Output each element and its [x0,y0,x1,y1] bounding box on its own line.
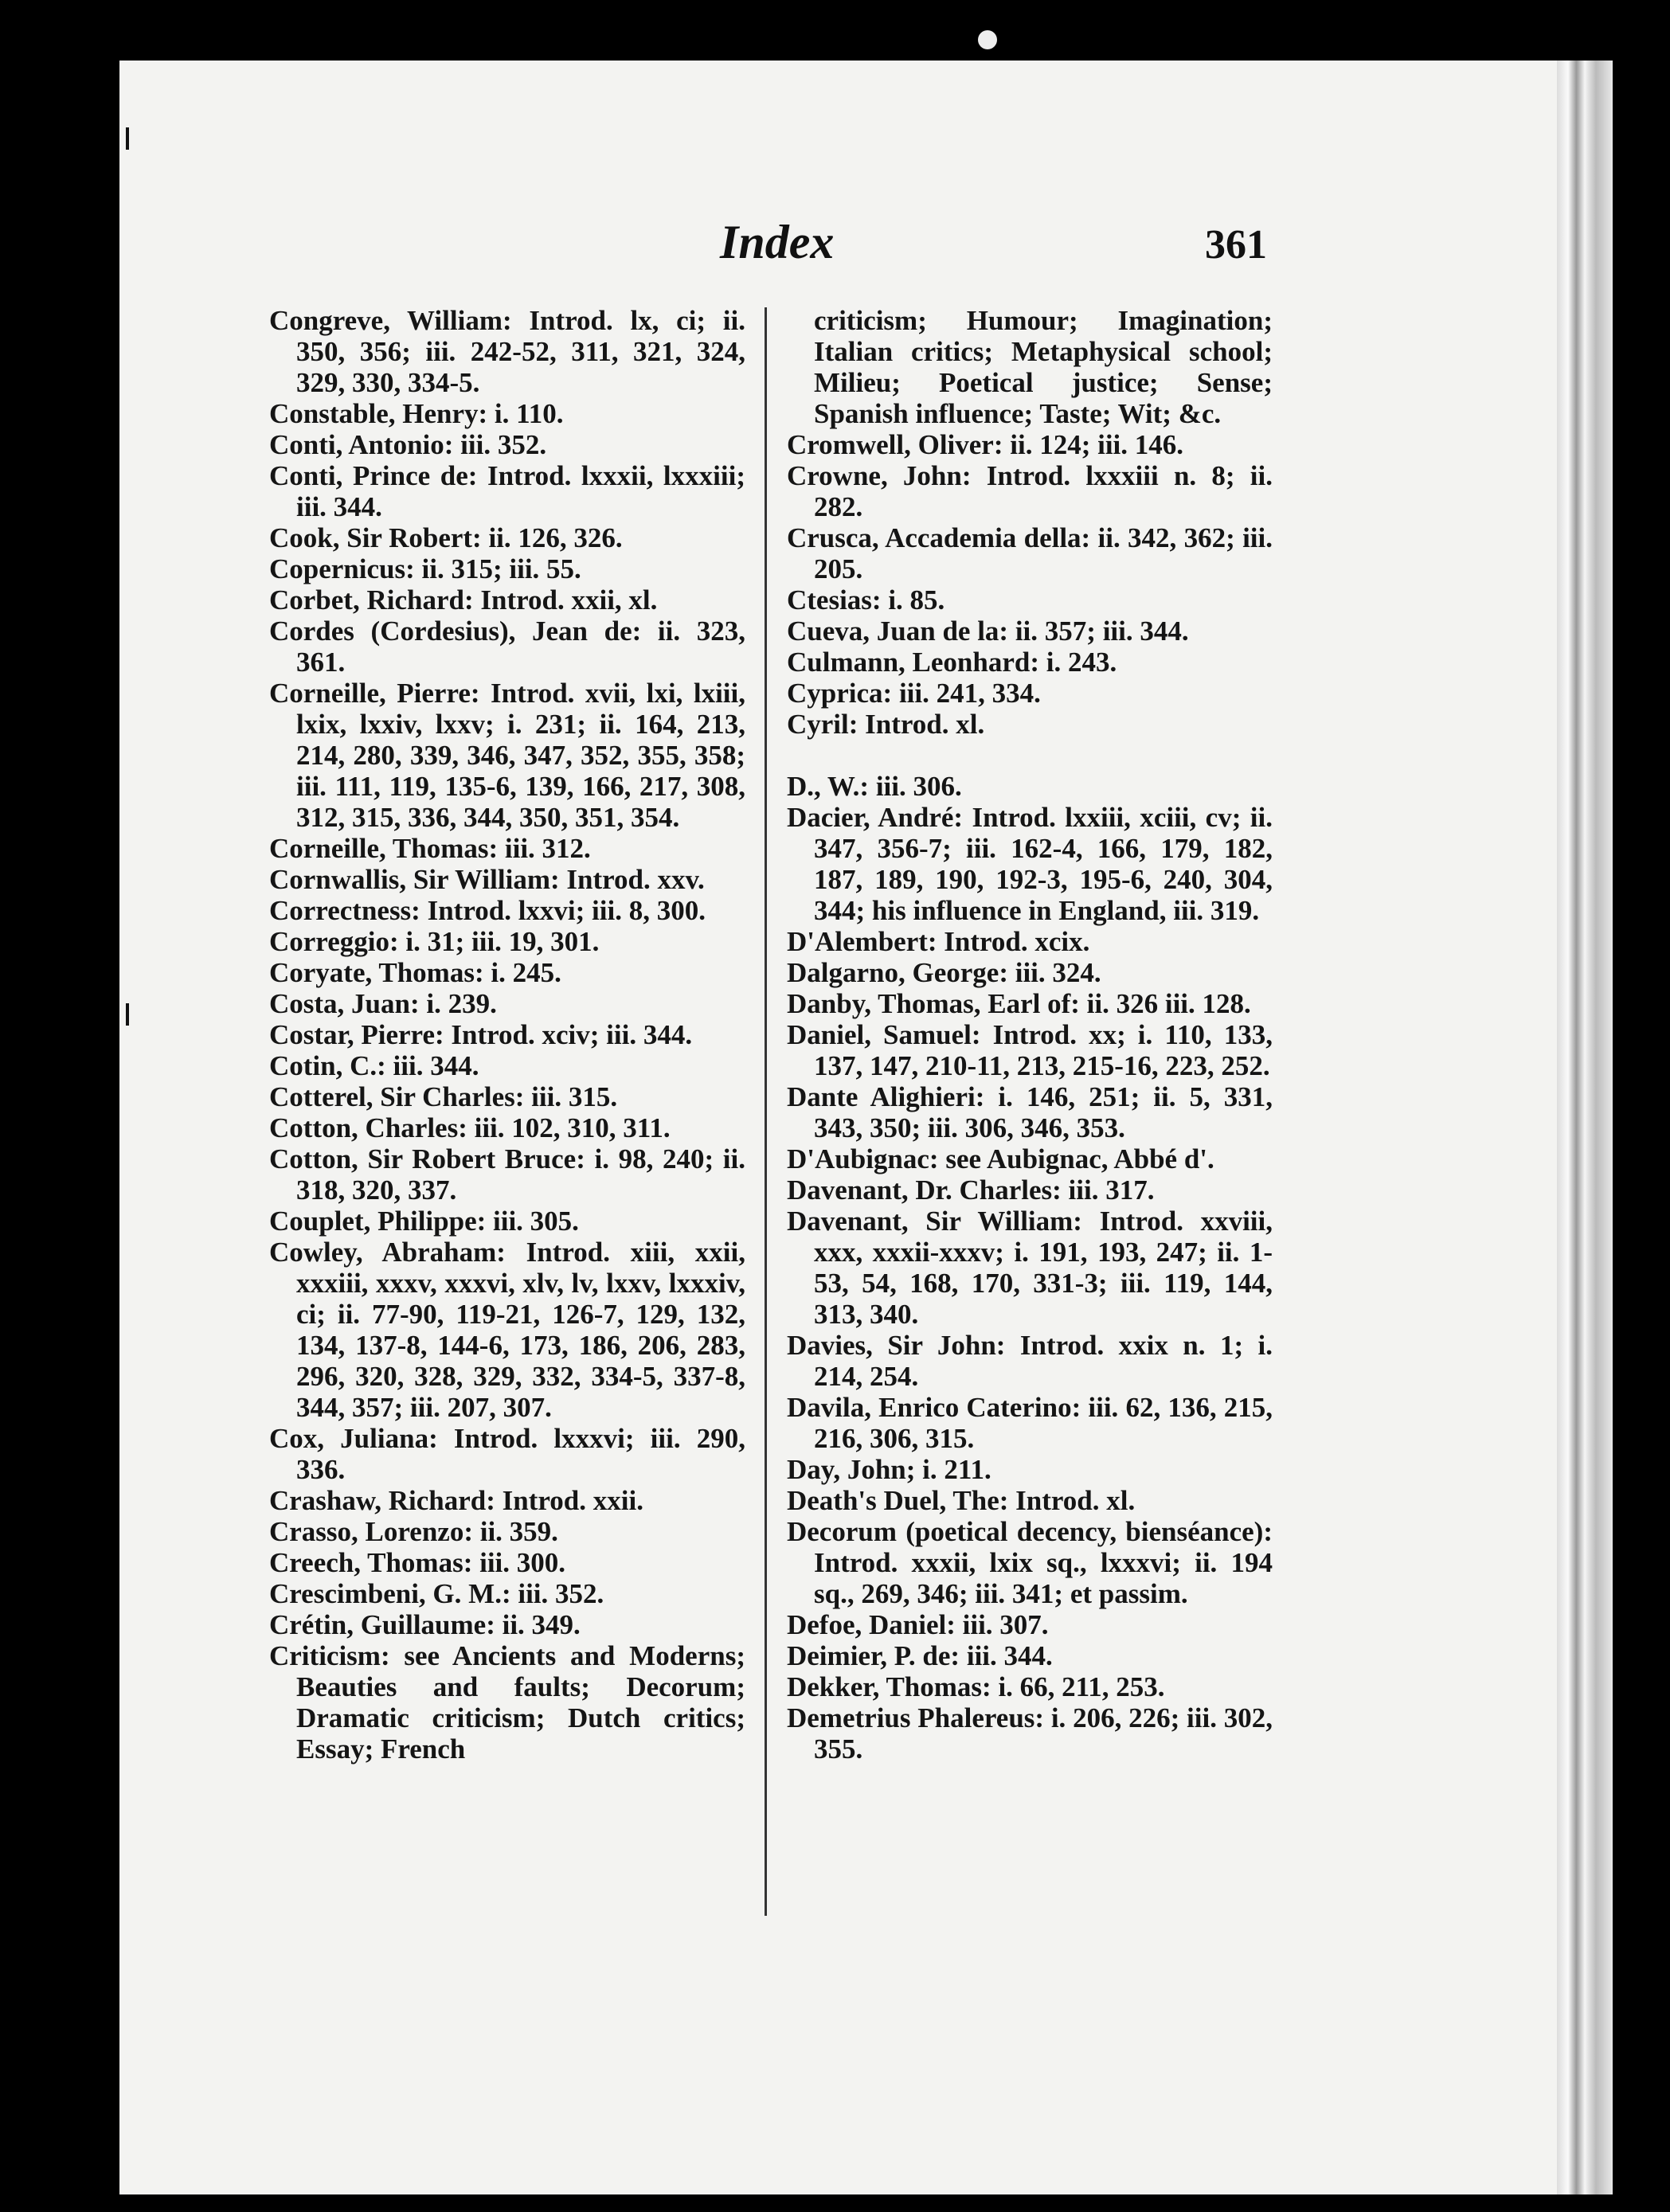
index-entry: D'Aubignac: see Aubignac, Abbé d'. [787,1143,1214,1174]
index-entry: Cook, Sir Robert: ii. 126, 326. [269,522,623,553]
index-entry: Cyprica: iii. 241, 334. [787,678,1041,709]
page-title: Index [720,216,835,268]
page-edge [1557,61,1613,2194]
index-entry: Davila, Enrico Caterino: iii. 62, 136, 215, 216, 306, 315. [787,1392,1273,1454]
index-entry: Copernicus: ii. 315; iii. 55. [269,553,581,584]
index-entry: Davenant, Dr. Charles: iii. 317. [787,1174,1155,1206]
index-entry: Constable, Henry: i. 110. [269,398,564,429]
scan-mark [126,127,129,150]
index-entry: Cowley, Abraham: Introd. xiii, xxii, xxxiii, xxxv, xxxvi, xlv, lv, lxxv, lxxxiv, ci; ii. 77-90, 119-21, 126-7, 129, 132, 134, 137-8, 144-6, 173, 186, 206, 283, 296, 320, 328, 329, 332, 334-5, 337-8, 344, 357; iii. 207, 307. [269,1237,745,1423]
index-entry: Cornwallis, Sir William: Introd. xxv. [269,864,705,895]
index-entry: Decorum (poetical decency, bienséance): Introd. xxxii, lxix sq., lxxxvi; ii. 194 sq., 269, 346; iii. 341; et passim. [787,1516,1273,1609]
index-entry: Costar, Pierre: Introd. xciv; iii. 344. [269,1019,693,1050]
index-entry: Danby, Thomas, Earl of: ii. 326 iii. 128. [787,988,1251,1019]
index-entry: Crashaw, Richard: Introd. xxii. [269,1485,643,1516]
index-entry: Cordes (Cordesius), Jean de: ii. 323, 361. [269,616,745,678]
index-entry: Daniel, Samuel: Introd. xx; i. 110, 133, 137, 147, 210-11, 213, 215-16, 223, 252. [787,1019,1273,1081]
index-entry: Ctesias: i. 85. [787,584,945,616]
index-entry: Dalgarno, George: iii. 324. [787,957,1101,988]
index-entry: Crescimbeni, G. M.: iii. 352. [269,1578,604,1609]
index-entry: Conti, Prince de: Introd. lxxxii, lxxxiii; iii. 344. [269,460,745,522]
scan-mark [126,1003,129,1026]
index-column-right [787,305,1273,1765]
index-column-left [269,305,745,1765]
index-entry: Costa, Juan: i. 239. [269,988,497,1019]
index-entry: Congreve, William: Introd. lx, ci; ii. 350, 356; iii. 242-52, 311, 321, 324, 329, 330, 334-5. [269,305,745,398]
index-entry: Cotton, Sir Robert Bruce: i. 98, 240; ii. 318, 320, 337. [269,1143,745,1206]
index-entry: Crasso, Lorenzo: ii. 359. [269,1516,558,1547]
index-entry: Cromwell, Oliver: ii. 124; iii. 146. [787,429,1184,460]
index-entry: Deimier, P. de: iii. 344. [787,1640,1053,1671]
index-entry: Dante Alighieri: i. 146, 251; ii. 5, 331, 343, 350; iii. 306, 346, 353. [787,1081,1273,1143]
index-entry: Defoe, Daniel: iii. 307. [787,1609,1049,1640]
index-entry: Correggio: i. 31; iii. 19, 301. [269,926,600,957]
page-number: 361 [1205,222,1267,268]
index-entry: Criticism: see Ancients and Moderns; Beauties and faults; Decorum; Dramatic criticism; Dutch critics; Essay; French [269,1640,745,1765]
index-entry: Cotin, C.: iii. 344. [269,1050,479,1081]
index-entry: Cyril: Introd. xl. [787,709,985,740]
index-entry: Day, John; i. 211. [787,1454,991,1485]
index-entry: Culmann, Leonhard: i. 243. [787,647,1117,678]
index-entry: Corneille, Thomas: iii. 312. [269,833,591,864]
index-entry: Crusca, Accademia della: ii. 342, 362; iii. 205. [787,522,1273,584]
index-entry: Cox, Juliana: Introd. lxxxvi; iii. 290, 336. [269,1423,745,1485]
index-entry: Davies, Sir John: Introd. xxix n. 1; i. 214, 254. [787,1330,1273,1392]
index-entry: Conti, Antonio: iii. 352. [269,429,547,460]
index-entry: Dacier, André: Introd. lxxiii, xciii, cv; ii. 347, 356-7; iii. 162-4, 166, 179, 182, 187, 189, 190, 192-3, 195-6, 240, 304, 344; his influence in England, iii. 319. [787,802,1273,926]
index-entry: Dekker, Thomas: i. 66, 211, 253. [787,1671,1165,1702]
index-entry: Couplet, Philippe: iii. 305. [269,1206,579,1237]
index-entry: Corbet, Richard: Introd. xxii, xl. [269,584,658,616]
column-divider [765,307,767,1916]
index-entry: Demetrius Phalereus: i. 206, 226; iii. 302, 355. [787,1702,1273,1765]
scan-mark [978,30,997,49]
index-entry: criticism; Humour; Imagination; Italian critics; Metaphysical school; Milieu; Poetical justice; Sense; Spanish influence; Taste; Wit; &c. [814,305,1273,429]
index-entry: D., W.: iii. 306. [787,771,962,802]
index-entry: Coryate, Thomas: i. 245. [269,957,561,988]
index-entry: Death's Duel, The: Introd. xl. [787,1485,1136,1516]
index-entry: Cotterel, Sir Charles: iii. 315. [269,1081,618,1112]
index-entry: D'Alembert: Introd. xcix. [787,926,1090,957]
index-entry: Corneille, Pierre: Introd. xvii, lxi, lxiii, lxix, lxxiv, lxxv; i. 231; ii. 164, 213, 214, 280, 339, 346, 347, 352, 355, 358; iii. 111, 119, 135-6, 139, 166, 217, 308, 312, 315, 336, 344, 350, 351, 354. [269,678,745,833]
index-entry: Cueva, Juan de la: ii. 357; iii. 344. [787,616,1189,647]
index-entry: Creech, Thomas: iii. 300. [269,1547,566,1578]
index-entry: Cotton, Charles: iii. 102, 310, 311. [269,1112,671,1143]
index-entry: Crowne, John: Introd. lxxxiii n. 8; ii. 282. [787,460,1273,522]
index-entry: Correctness: Introd. lxxvi; iii. 8, 300. [269,895,706,926]
index-entry: Crétin, Guillaume: ii. 349. [269,1609,581,1640]
index-entry: Davenant, Sir William: Introd. xxviii, xxx, xxxii-xxxv; i. 191, 193, 247; ii. 1-53, 54, 168, 170, 331-3; iii. 119, 144, 313, 340. [787,1206,1273,1330]
